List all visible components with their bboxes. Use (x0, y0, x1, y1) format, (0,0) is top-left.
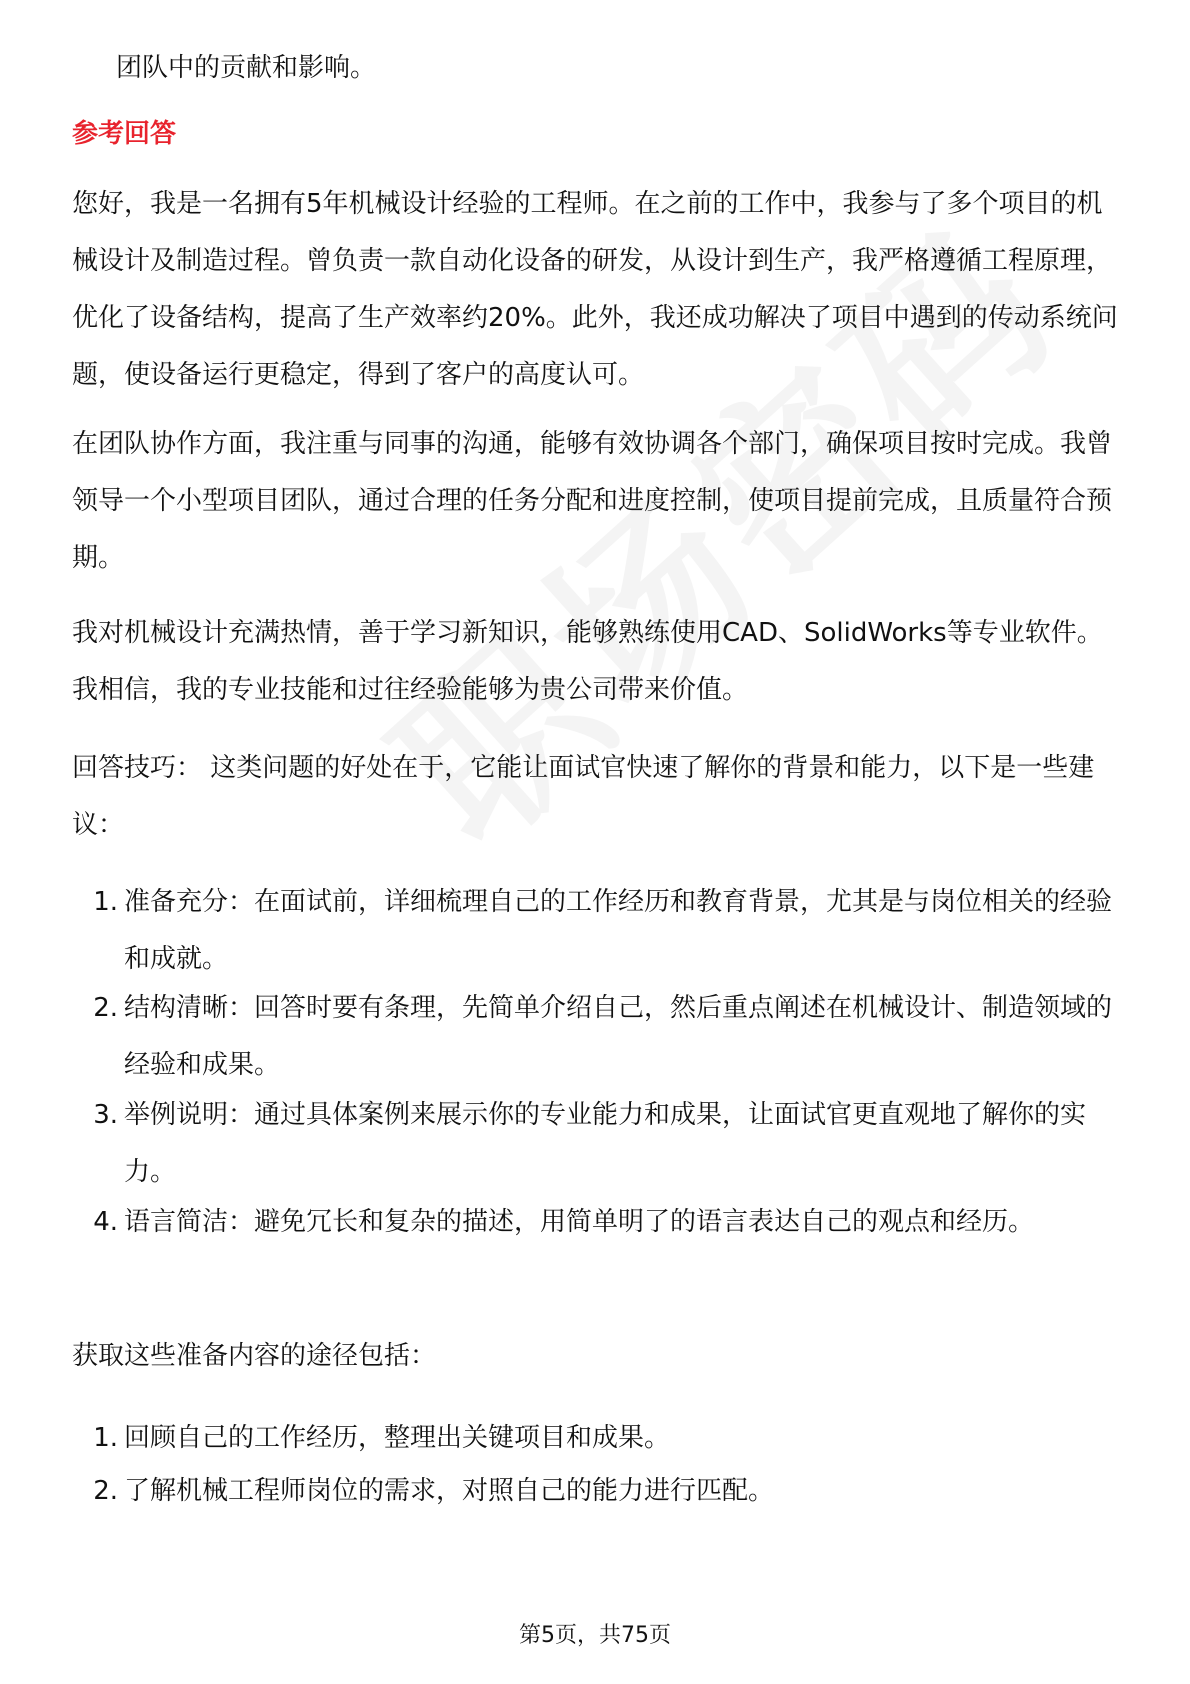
page-footer: 第5页，共75页 (519, 1623, 671, 1648)
list-number: 1. (93, 1423, 118, 1453)
list-item (72, 1410, 1122, 1467)
list-item (72, 874, 1122, 988)
list-text: 结构清晰：回答时要有条理，先简单介绍自己，然后重点阐述在机械设计、制造领域的经验和成果。 (124, 993, 1113, 1080)
list-text: 准备充分：在面试前，详细梳理自己的工作经历和教育背景，尤其是与岗位相关的经验和成就。 (124, 887, 1113, 974)
section-heading: 参考回答 (72, 119, 177, 149)
list-text: 语言简洁：避免冗长和复杂的描述，用简单明了的语言表达自己的观点和经历。 (124, 1207, 1035, 1237)
list-number: 2. (93, 1476, 118, 1506)
tips-intro-paragraph: 回答技巧： 这类问题的好处在于，它能让面试官快速了解你的背景和能力，以下是一些建议： (72, 753, 1095, 840)
list-number: 1. (93, 887, 118, 917)
list-number: 2. (93, 993, 118, 1023)
list-item (72, 1194, 1122, 1251)
ways-intro: 获取这些准备内容的途径包括： (72, 1341, 437, 1371)
continued-text: 团队中的贡献和影响。 (116, 53, 377, 83)
list-text: 了解机械工程师岗位的需求，对照自己的能力进行匹配。 (124, 1476, 775, 1506)
list-item (72, 1463, 1122, 1520)
list-text: 回顾自己的工作经历，整理出关键项目和成果。 (124, 1423, 671, 1453)
answer-paragraph-3: 我对机械设计充满热情，善于学习新知识，能够熟练使用CAD、SolidWorks等专业软件。我相信，我的专业技能和过往经验能够为贵公司带来价值。 (72, 618, 1103, 705)
answer-paragraph-1: 您好，我是一名拥有5年机械设计经验的工程师。在之前的工作中，我参与了多个项目的机械设计及制造过程。曾负责一款自动化设备的研发，从设计到生产，我严格遵循工程原理，优化了设备结构，提高了生产效率约20%。此外，我还成功解决了项目中遇到的传动系统问题，使设备运行更稳定，得到了客户的高度认可。 (72, 189, 1118, 390)
list-text: 举例说明：通过具体案例来展示你的专业能力和成果，让面试官更直观地了解你的实力。 (124, 1100, 1087, 1187)
answer-paragraph-2: 在团队协作方面，我注重与同事的沟通，能够有效协调各个部门，确保项目按时完成。我曾领导一个小型项目团队，通过合理的任务分配和进度控制，使项目提前完成，且质量符合预期。 (72, 429, 1113, 573)
list-number: 3. (93, 1100, 118, 1130)
list-item (72, 980, 1122, 1094)
list-item (72, 1087, 1122, 1201)
list-number: 4. (93, 1207, 118, 1237)
